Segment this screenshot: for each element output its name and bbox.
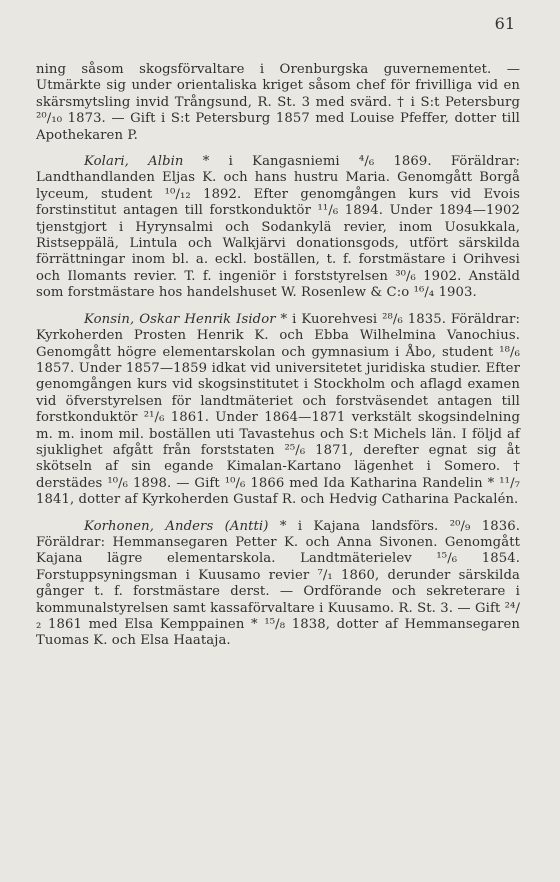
document-body [36,62,520,660]
entry-name: Korhonen, Anders (Antti) [84,518,269,534]
biography-entry-korhonen [36,519,520,650]
entry-text: * i Kuorehvesi ²⁸/₆ 1835. Föräldrar: Kyrkoherden Prosten Henrik K. och Ebba Wilhelmina Vanochius. Genomgått högre elementarskolan och gymnasium i Åbo, student ¹⁸/₆ 1857. Under 1857—1859 idkat vid universitetet juridiska studier. Efter genomgången kurs vid skogsinstitutet i Stockholm och aflagd examen vid öfverstyrelsen för landtmäteriet och forstväsendet antagen till forstkonduktör ²¹/₆ 1861. Under 1864—1871 verkstält skogsindelning m. m. inom mil. boställen uti Tavastehus och S:t Michels län. I följd af sjuklighet afgått från forststaten ²⁵/₆ 1871, derefter egnat sig åt skötseln af sin egande Kimalan-Kartano lägenhet i Somero. † derstädes ¹⁰/₆ 1898. — Gift ¹⁰/₆ 1866 med Ida Katharina Randelin * ¹¹/₇ 1841, dotter af Kyrkoherden Gustaf R. och Hedvig Catharina Packalén. [36,311,520,508]
entry-text: * i Kajana landsförs. ²⁰/₉ 1836. Föräldrar: Hemmansegaren Petter K. och Anna Sivonen. Genomgått Kajana lägre elementarskola. Landtmäterielev ¹⁵/₆ 1854. Forstuppsyningsman i Kuusamo revier ⁷/₁ 1860, derunder särskilda gånger t. f. forstmästare derst. — Ordförande och sekreterare i kommunalstyrelsen samt kassaförvaltare i Kuusamo. R. St. 3. — Gift ²⁴/₂ 1861 med Elsa Kemppainen * ¹⁵/₈ 1838, dotter af Hemmansegaren Tuomas K. och Elsa Haataja. [36,518,520,649]
paragraph-text: ning såsom skogsförvaltare i Orenburgska guvernementet. — Utmärkte sig under orientaliska kriget såsom chef för frivilliga vid en skärsmytsling invid Trångsund, R. St. 3 med svärd. † i S:t Petersburg ²⁰/₁₀ 1873. — Gift i S:t Petersburg 1857 med Louise Pfeffer, dotter till Apothekaren P. [36,62,520,143]
entry-name: Kolari, Albin [84,154,184,170]
entry-text: * i Kangasniemi ⁴/₆ 1869. Föräldrar: Landthandlanden Eljas K. och hans hustru Maria. Genomgått Borgå lyceum, student ¹⁰/₁₂ 1892. Efter genomgången kurs vid Evois forstinstitut antagen till forstkonduktör ¹¹/₆ 1894. Under 1894—1902 tjenstgjort i Hyrynsalmi och Sodankylä revier, inom Uosukkala, Ristseppälä, Lintula och Walkjärvi donationsgods, utfört särskilda förrättningar inom bl. a. eckl. boställen, t. f. forstmästare i Orihvesi och Ilomants revier. T. f. ingeniör i forststyrelsen ³⁰/₆ 1902. Anstäld som forstmästare hos handelshuset W. Rosenlew & C:o ¹⁶/₄ 1903. [36,154,520,301]
entry-name: Konsin, Oskar Henrik Isidor [84,311,276,327]
biography-entry-konsin [36,312,520,509]
biography-entry-kolari [36,154,520,302]
page-number: 61 [494,14,515,33]
paragraph-continuation [36,62,520,144]
